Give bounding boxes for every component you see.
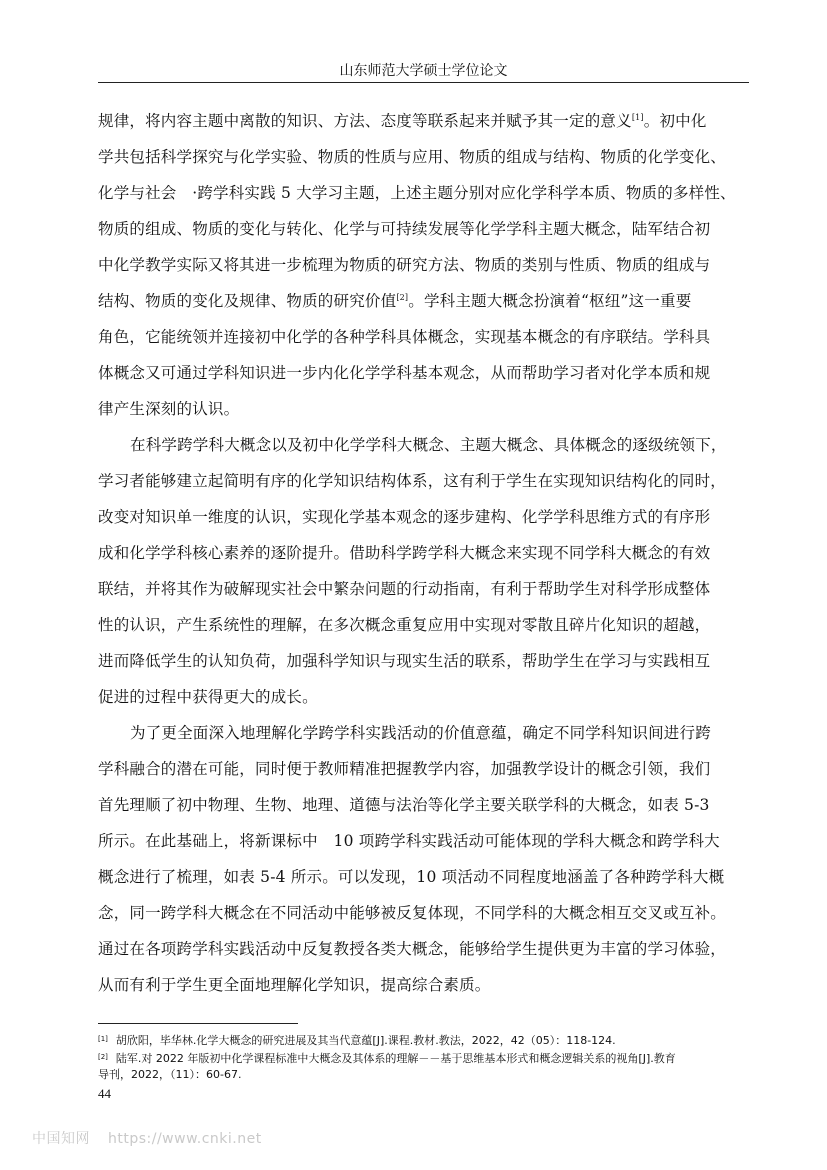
paragraph-1-line-3: 化学与社会 ·跨学科实践 5 大学习主题，上述主题分别对应化学科学本质、物质的多样性、 (98, 184, 736, 202)
paragraph-2-line-3: 改变对知识单一维度的认识，实现化学基本观念的逐步建构、化学学科思维方式的有序形 (98, 508, 711, 526)
paragraph-1-line-9: 律产生深刻的认识。 (98, 400, 240, 418)
paragraph-1-line-4: 物质的组成、物质的变化与转化、化学与可持续发展等化学学科主题大概念，陆军结合初 (98, 220, 711, 238)
paragraph-2-line-5: 联结，并将其作为破解现实社会中繁杂问题的行动指南，有利于帮助学生对科学形成整体 (98, 580, 711, 598)
paragraph-3-line-5: 概念进行了梳理，如表 5-4 所示。可以发现，10 项活动不同程度地涵盖了各种跨学科大概 (98, 868, 725, 886)
paragraph-3-line-8: 从而有利于学生更全面地理解化学知识，提高综合素质。 (98, 976, 491, 994)
paragraph-1-line-1: 规律，将内容主题中离散的知识、方法、态度等联系起来并赋予其一定的意义[1]。初中化 (98, 112, 707, 130)
paragraph-3-line-6: 念，同一跨学科大概念在不同活动中能够被反复体现，不同学科的大概念相互交叉或互补。 (98, 904, 727, 922)
footnote-2-text: 陆军.对 2022 年版初中化学课程标准中大概念及其体系的理解－－基于思维基本形式和概念逻辑关系的视角[J].教育 (115, 1052, 676, 1065)
footnote-1-text: 胡欣阳，毕华林.化学大概念的研究进展及其当代意蕴[J].课程.教材.教法，2022，42（05）：118-124. (115, 1034, 616, 1047)
paragraph-3-line-7: 通过在各项跨学科实践活动中反复教授各类大概念，能够给学生提供更为丰富的学习体验， (98, 940, 727, 958)
page-number: 44 (98, 1086, 111, 1101)
paragraph-3-line-2: 学科融合的潜在可能，同时便于教师精准把握教学内容，加强教学设计的概念引领，我们 (98, 760, 711, 778)
paragraph-1-line-6: 结构、物质的变化及规律、物质的研究价值[2]。学科主题大概念扮演着“枢纽”这一重要 (98, 292, 692, 310)
watermark (32, 1128, 262, 1148)
footnote-rule (98, 1023, 298, 1024)
footnote-2-continued: 导刊，2022，（11）：60-67. (98, 1068, 242, 1081)
paragraph-2-line-2: 学习者能够建立起简明有序的化学知识结构体系，这有利于学生在实现知识结构化的同时， (98, 472, 727, 490)
paragraph-2-line-1: 在科学跨学科大概念以及初中化学学科大概念、主题大概念、具体概念的逐级统领下， (130, 436, 727, 454)
running-header: 山东师范大学硕士学位论文 (339, 63, 508, 79)
footnote-1 (98, 1034, 758, 1048)
paragraph-3-line-4: 所示。在此基础上，将新课标中 10 项跨学科实践活动可能体现的学科大概念和跨学科大 (98, 832, 720, 850)
watermark-brand: 中国知网 (32, 1131, 90, 1147)
paragraph-2-line-7: 进而降低学生的认知负荷，加强科学知识与现实生活的联系，帮助学生在学习与实践相互 (98, 652, 711, 670)
paragraph-1-line-5: 中化学教学实际又将其进一步梳理为物质的研究方法、物质的类别与性质、物质的组成与 (98, 256, 711, 274)
paragraph-2-line-8: 促进的过程中获得更大的成长。 (98, 688, 318, 706)
watermark-url: https://www.cnki.net (108, 1131, 262, 1147)
paragraph-3-line-1: 为了更全面深入地理解化学跨学科实践活动的价值意蕴，确定不同学科知识间进行跨 (130, 724, 711, 742)
footnote-ref-1[interactable]: [1] (631, 113, 644, 122)
footnote-mark-2: [2] (98, 1053, 108, 1061)
footnote-2 (98, 1052, 758, 1066)
footnote-ref-2[interactable]: [2] (396, 293, 409, 302)
paragraph-3-line-3: 首先理顺了初中物理、生物、地理、道德与法治等化学主要关联学科的大概念，如表 5-3 (98, 796, 710, 814)
footnote-mark-1: [1] (98, 1035, 108, 1043)
paragraph-1-line-7: 角色，它能统领并连接初中化学的各种学科具体概念，实现基本概念的有序联结。学科具 (98, 328, 711, 346)
paragraph-1-line-8: 体概念又可通过学科知识进一步内化化学学科基本观念，从而帮助学习者对化学本质和规 (98, 364, 711, 382)
header-rule (98, 82, 749, 83)
paragraph-1-line-2: 学共包括科学探究与化学实验、物质的性质与应用、物质的组成与结构、物质的化学变化、 (98, 148, 727, 166)
paragraph-2-line-6: 性的认识，产生系统性的理解，在多次概念重复应用中实现对零散且碎片化知识的超越， (98, 616, 711, 634)
paragraph-2-line-4: 成和化学学科核心素养的逐阶提升。借助科学跨学科大概念来实现不同学科大概念的有效 (98, 544, 711, 562)
